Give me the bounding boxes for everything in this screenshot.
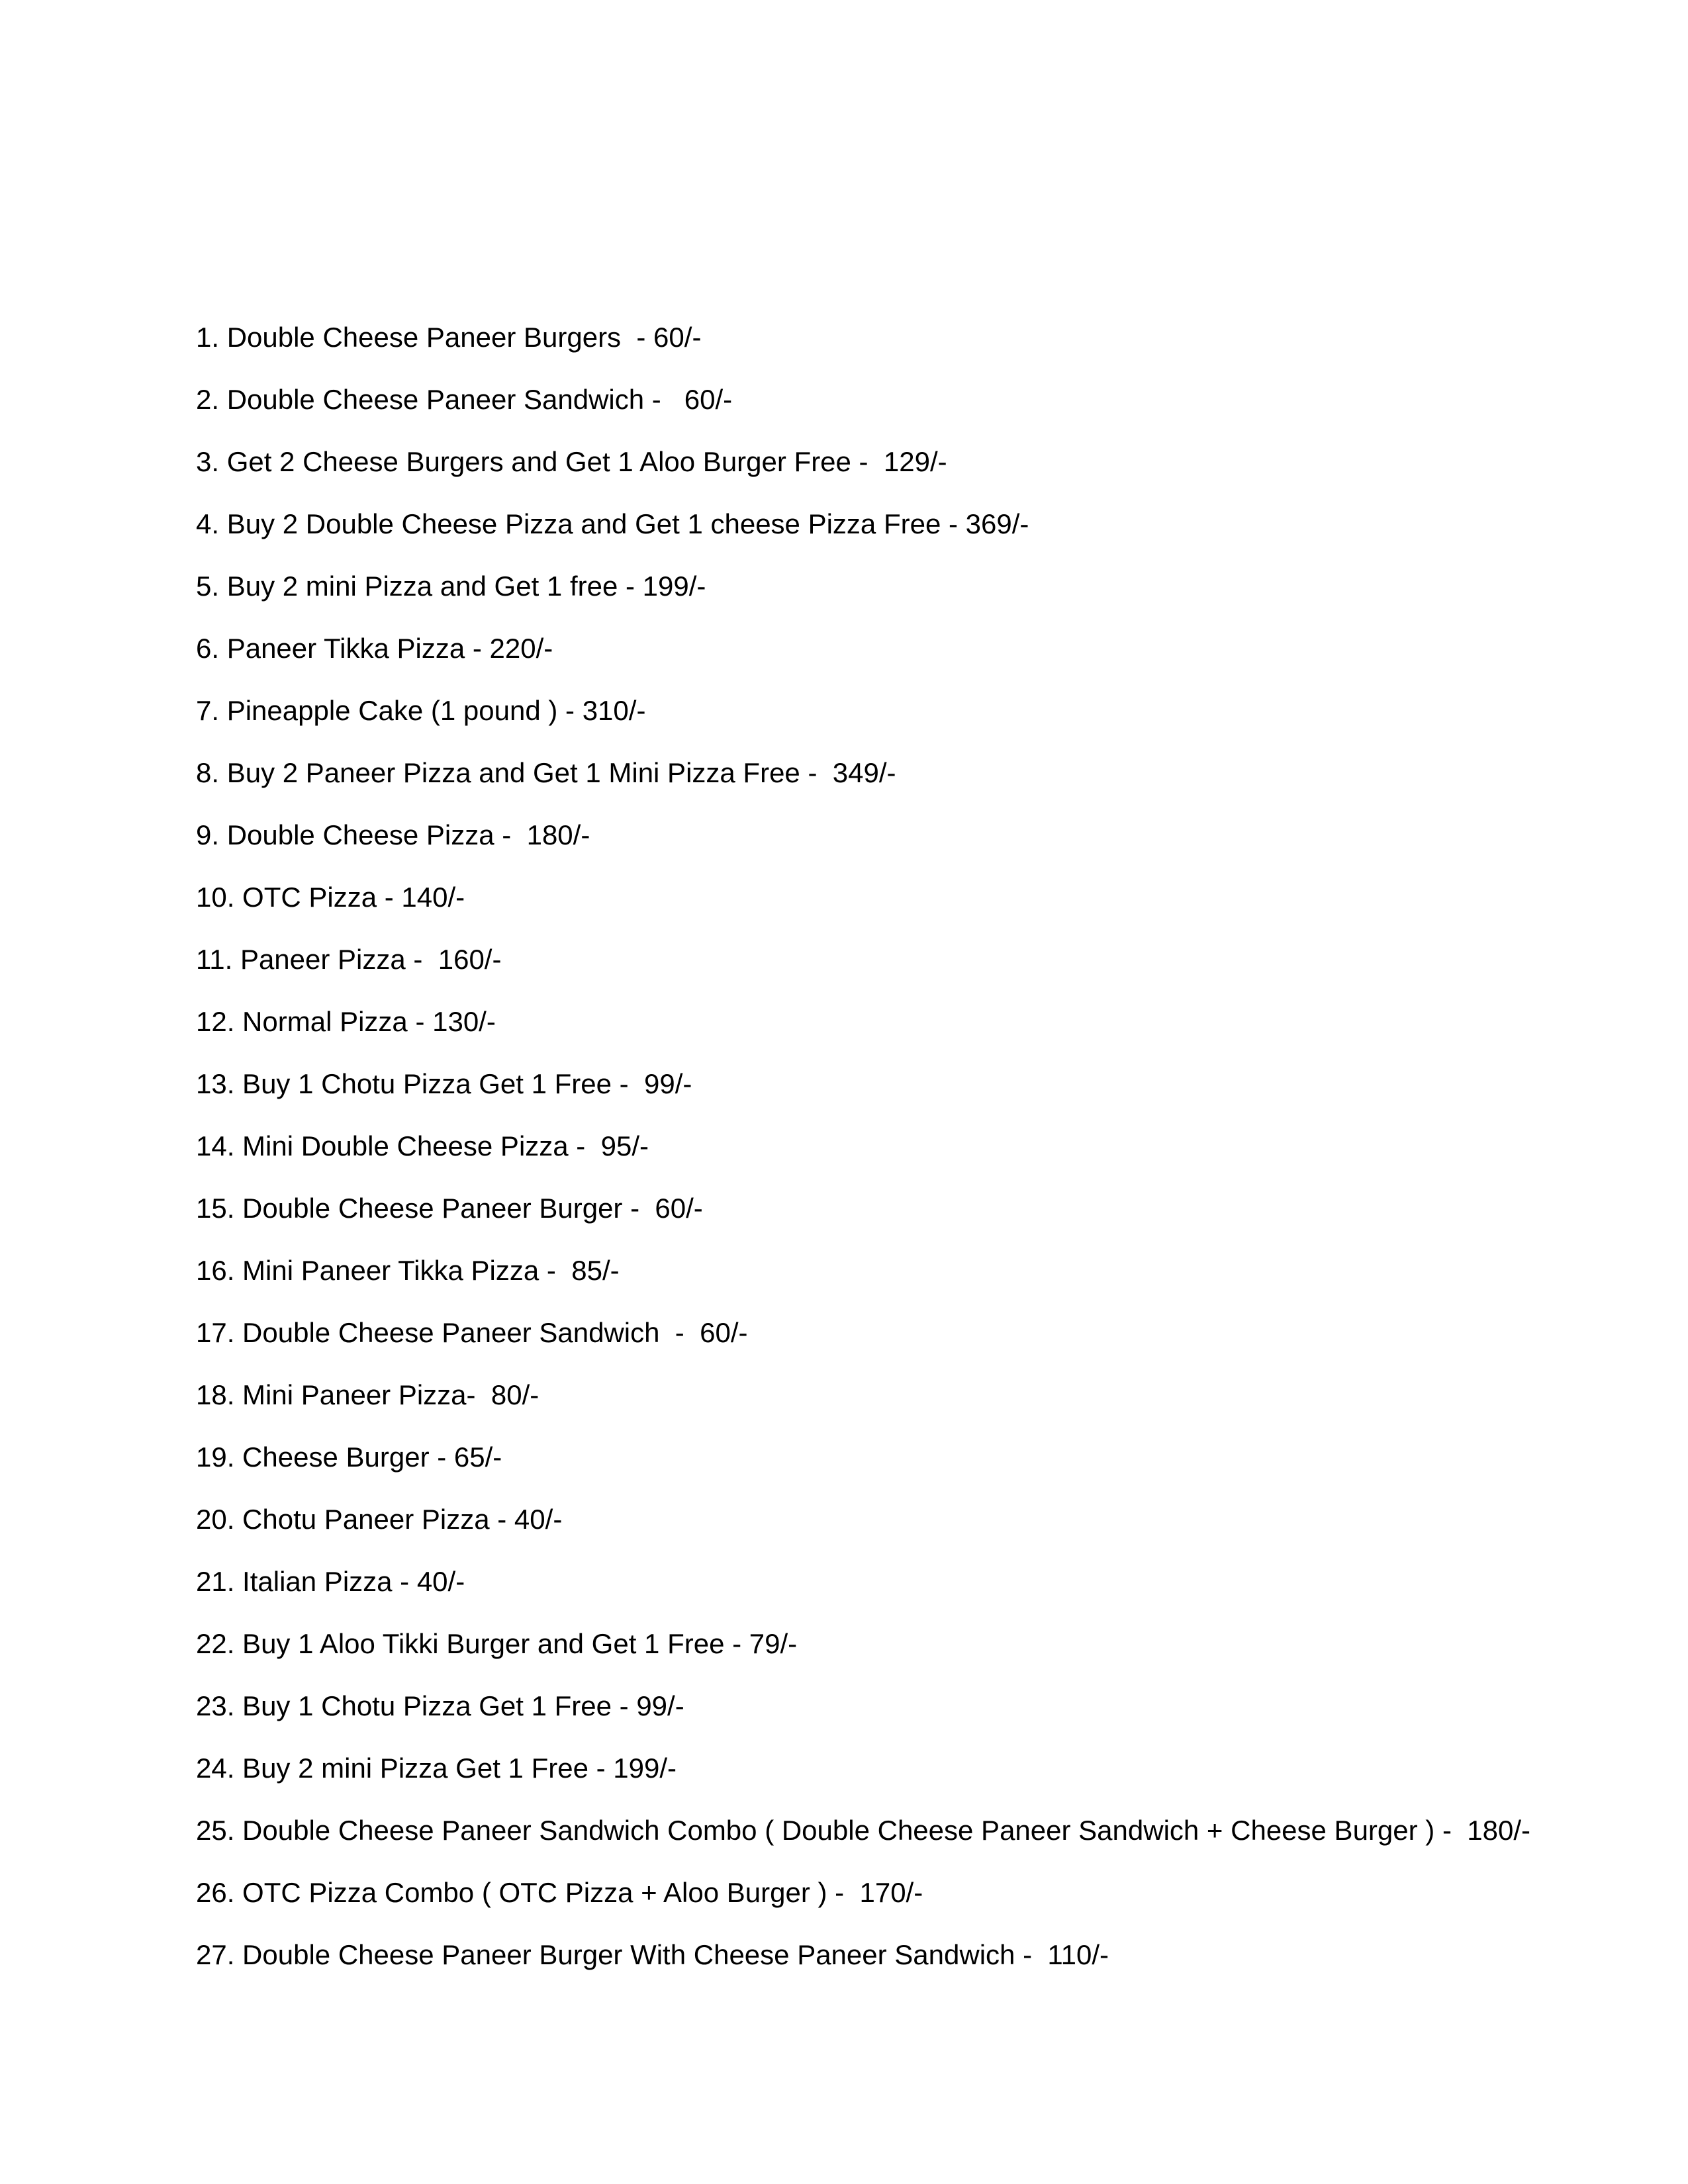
menu-item: 10. OTC Pizza - 140/- <box>196 882 465 913</box>
menu-item: 26. OTC Pizza Combo ( OTC Pizza + Aloo Burger ) - 170/- <box>196 1877 923 1908</box>
menu-item: 8. Buy 2 Paneer Pizza and Get 1 Mini Pizza Free - 349/- <box>196 757 896 788</box>
menu-item: 22. Buy 1 Aloo Tikki Burger and Get 1 Free - 79/- <box>196 1628 798 1659</box>
menu-item: 4. Buy 2 Double Cheese Pizza and Get 1 cheese Pizza Free - 369/- <box>196 508 1029 539</box>
menu-item: 24. Buy 2 mini Pizza Get 1 Free - 199/- <box>196 1752 677 1784</box>
menu-item: 5. Buy 2 mini Pizza and Get 1 free - 199/- <box>196 570 706 602</box>
menu-item: 27. Double Cheese Paneer Burger With Cheese Paneer Sandwich - 110/- <box>196 1939 1109 1970</box>
menu-item: 19. Cheese Burger - 65/- <box>196 1441 502 1473</box>
menu-item: 3. Get 2 Cheese Burgers and Get 1 Aloo Burger Free - 129/- <box>196 446 947 477</box>
menu-item: 21. Italian Pizza - 40/- <box>196 1566 465 1597</box>
menu-item: 23. Buy 1 Chotu Pizza Get 1 Free - 99/- <box>196 1690 684 1721</box>
menu-item: 6. Paneer Tikka Pizza - 220/- <box>196 633 553 664</box>
menu-item: 25. Double Cheese Paneer Sandwich Combo ( Double Cheese Paneer Sandwich + Cheese Burger ) - 180/- <box>196 1815 1530 1846</box>
menu-item: 14. Mini Double Cheese Pizza - 95/- <box>196 1130 649 1161</box>
menu-list <box>196 318 1530 1997</box>
menu-item: 12. Normal Pizza - 130/- <box>196 1006 496 1037</box>
menu-item: 1. Double Cheese Paneer Burgers - 60/- <box>196 322 702 353</box>
menu-item: 13. Buy 1 Chotu Pizza Get 1 Free - 99/- <box>196 1068 692 1099</box>
menu-item: 18. Mini Paneer Pizza- 80/- <box>196 1379 539 1410</box>
menu-item: 11. Paneer Pizza - 160/- <box>196 944 502 975</box>
menu-item: 17. Double Cheese Paneer Sandwich - 60/- <box>196 1317 748 1348</box>
menu-item: 2. Double Cheese Paneer Sandwich - 60/- <box>196 384 733 415</box>
menu-item: 20. Chotu Paneer Pizza - 40/- <box>196 1504 563 1535</box>
menu-item: 16. Mini Paneer Tikka Pizza - 85/- <box>196 1255 620 1286</box>
menu-item: 15. Double Cheese Paneer Burger - 60/- <box>196 1193 703 1224</box>
menu-item: 9. Double Cheese Pizza - 180/- <box>196 819 590 850</box>
menu-item: 7. Pineapple Cake (1 pound ) - 310/- <box>196 695 646 726</box>
